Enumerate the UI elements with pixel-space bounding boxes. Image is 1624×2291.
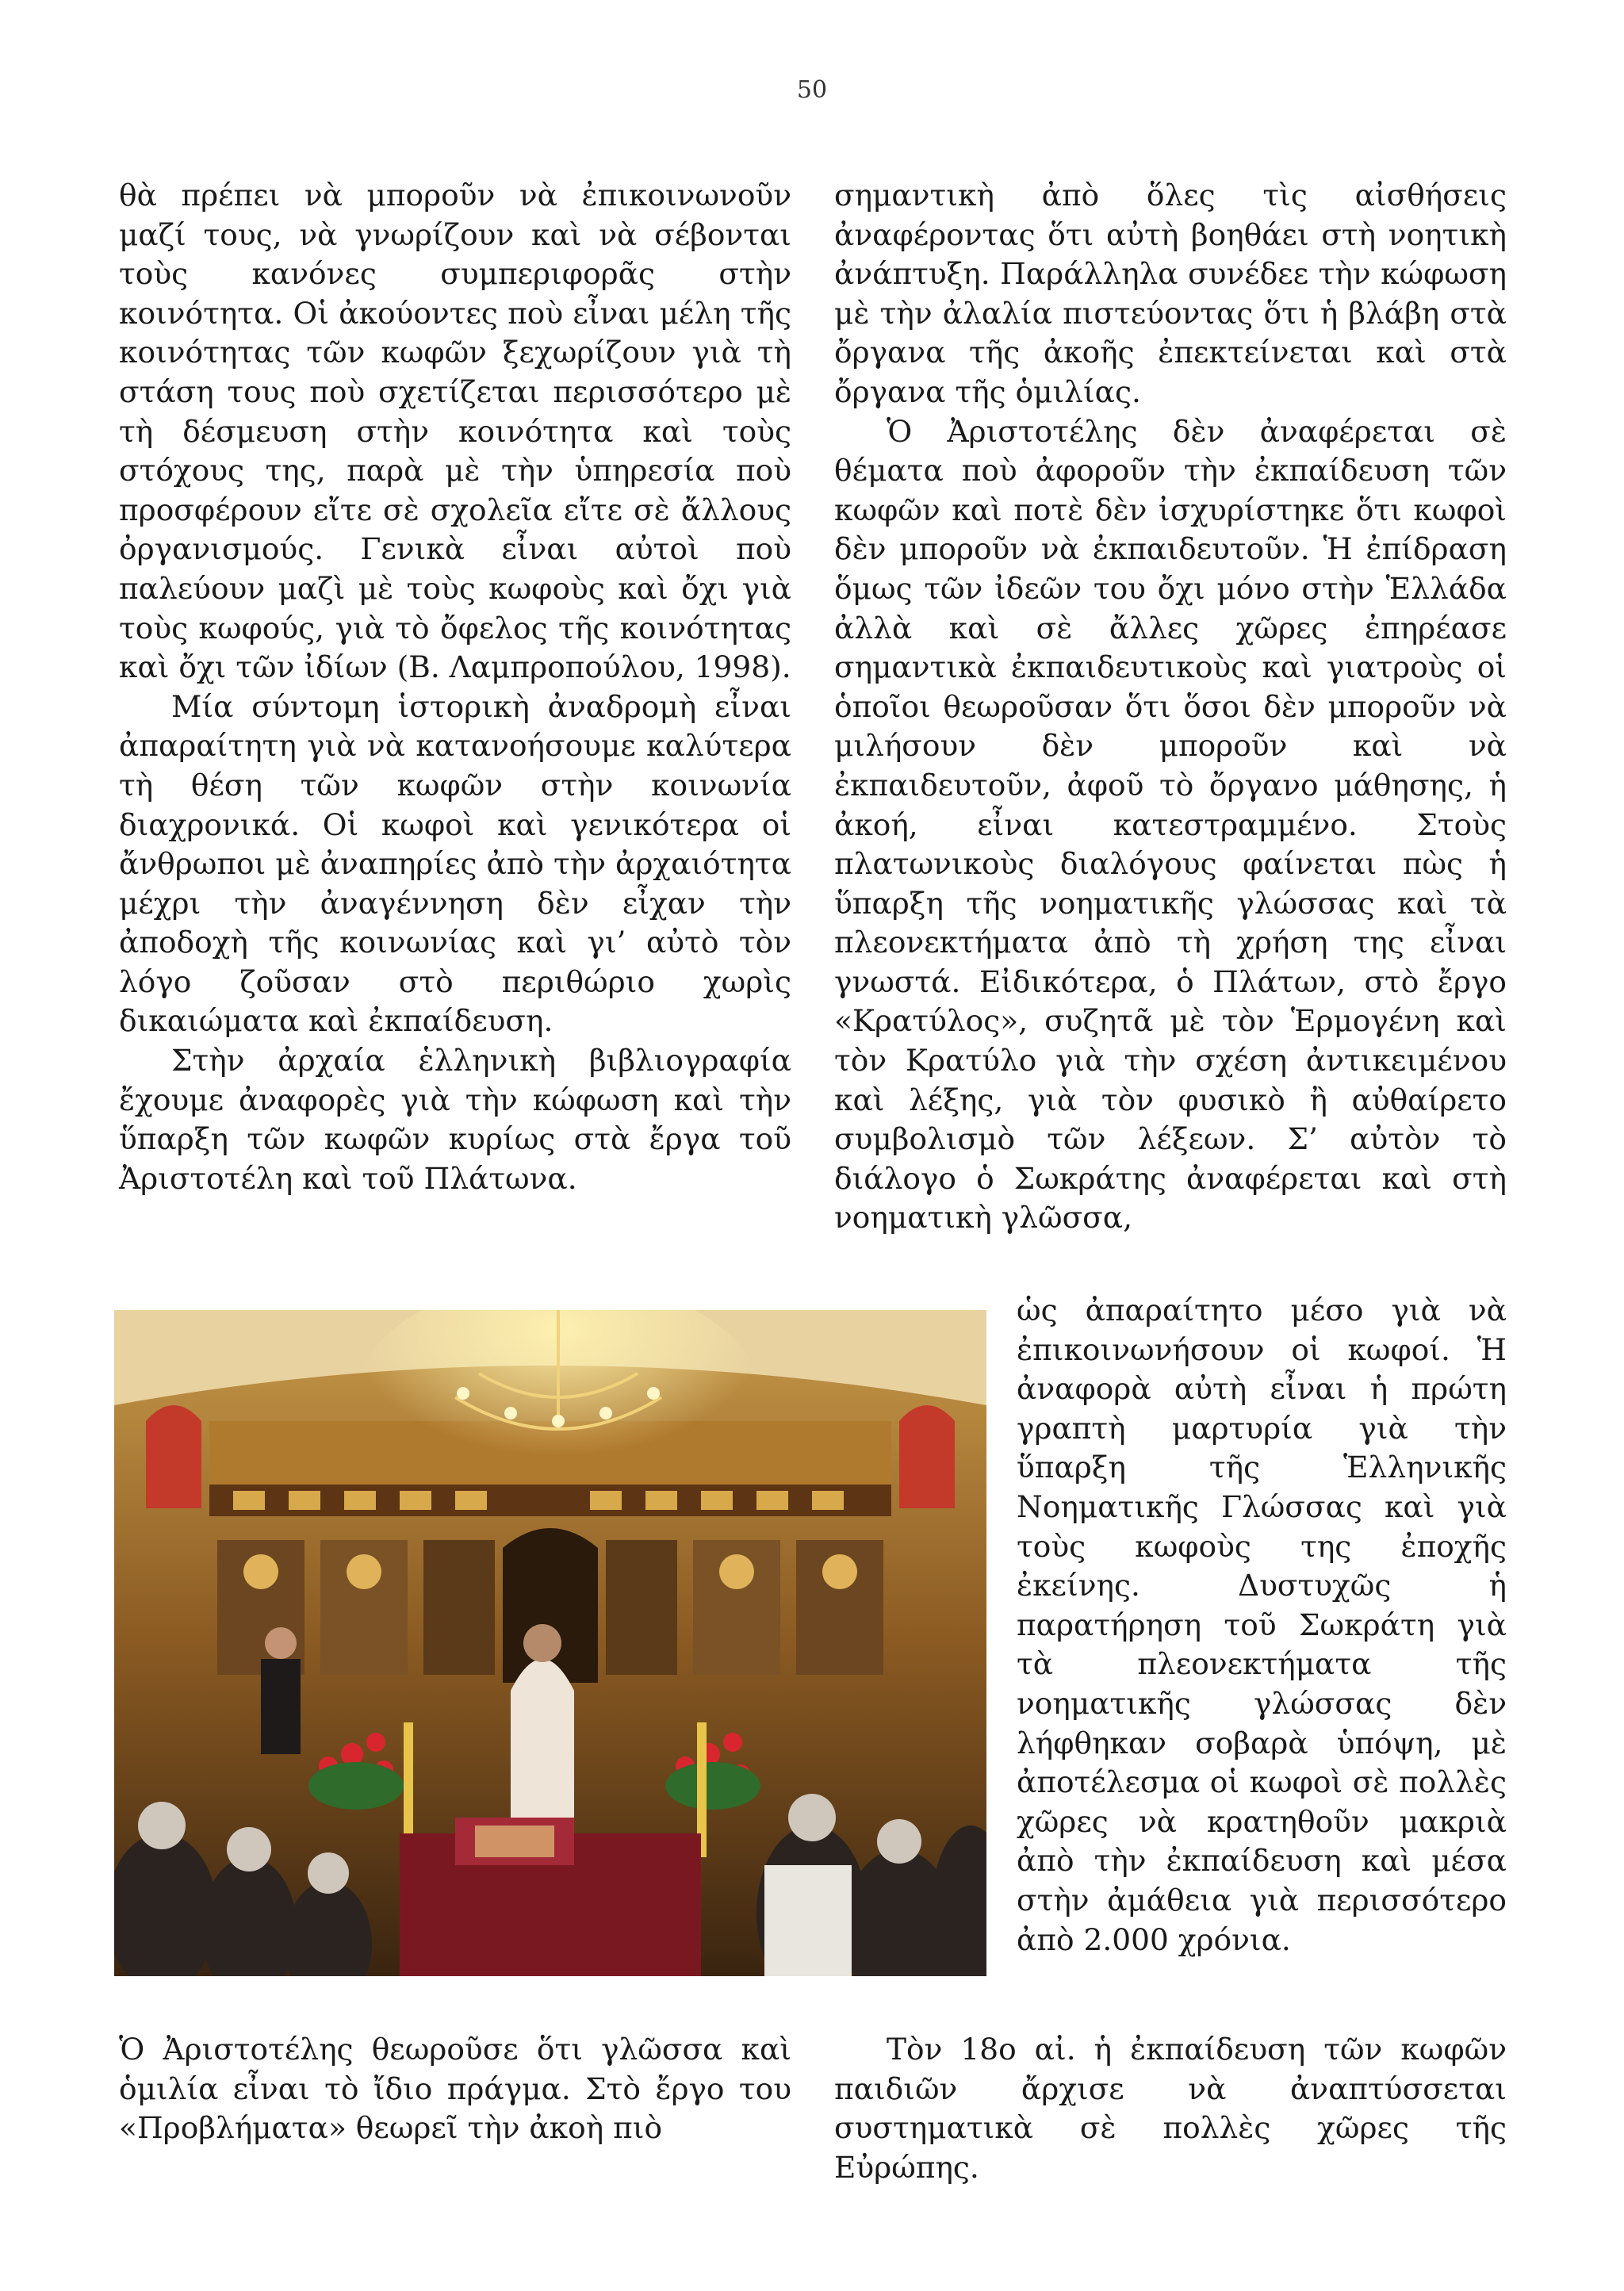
paragraph: θὰ πρέπει νὰ μποροῦν νὰ ἐπικοινωνοῦν μαζί τους, νὰ γνωρίζουν καὶ νὰ σέβονται τοὺς κανόνες συμπεριφορᾶς στὴν κοινότητα. Οἱ ἀκούοντες ποὺ εἶναι μέλη τῆς κοινότητας τῶν κωφῶν ξεχωρίζουν γιὰ τὴ στάση τους ποὺ σχετίζεται περισσότερο μὲ τὴ δέσμευση στὴν κοινότητα καὶ τοὺς στόχους της, παρὰ μὲ τὴν ὑπηρεσία ποὺ προσφέρουν εἴτε σὲ σχολεῖα εἴτε σὲ ἄλλους ὀργανισμούς. Γενικὰ εἶναι αὐτοὶ ποὺ παλεύουν μαζὶ μὲ τοὺς κωφοὺς καὶ ὄχι γιὰ τοὺς κωφούς, γιὰ τὸ ὄφελος τῆς κοινότητας καὶ ὄχι τῶν ἰδίων (Β. Λαμπροπούλου, 1998). — [119, 178, 791, 685]
right-column-bottom — [834, 2030, 1507, 2187]
paragraph: Ὁ Ἀριστοτέλης δὲν ἀναφέρεται σὲ θέματα ποὺ ἀφοροῦν τὴν ἐκπαίδευση τῶν κωφῶν καὶ ποτὲ δὲν ἰσχυρίστηκε ὅτι κωφοὶ δὲν μποροῦν νὰ ἐκπαιδευτοῦν. Ἡ ἐπίδραση ὅμως τῶν ἰδεῶν του ὄχι μόνο στὴν Ἑλλάδα ἀλλὰ καὶ σὲ ἄλλες χῶρες ἐπηρέασε σημαντικὰ ἐκπαιδευτικοὺς καὶ γιατροὺς οἱ ὁποῖοι θεωροῦσαν ὅτι ὅσοι δὲν μποροῦν νὰ μιλήσουν δὲν μποροῦν καὶ νὰ ἐκπαιδευτοῦν, ἀφοῦ τὸ ὄργανο μάθησης, ἡ ἀκοή, εἶναι κατεστραμμένο. Στοὺς πλατωνικοὺς διαλόγους φαίνεται πὼς ἡ ὕπαρξη τῆς νοηματικῆς γλώσσας καὶ τὰ πλεονεκτήματα ἀπὸ τὴ χρήση της εἶναι γνωστά. Εἰδικότερα, ὁ Πλάτων, στὸ ἔργο «Κρατύλος», συζητᾶ μὲ τὸν Ἑρμογένη καὶ τὸν Κρατύλο γιὰ τὴν σχέση ἀντικειμένου καὶ λέξης, γιὰ τὸν φυσικὸ ἢ αὐθαίρετο συμβολισμὸ τῶν λέξεων. Σ’ αὐτὸν τὸ διάλογο ὁ Σωκράτης ἀναφέρεται καὶ στὴ νοηματικὴ γλῶσσα, — [834, 413, 1507, 1236]
paragraph: Μία σύντομη ἱστορικὴ ἀναδρομὴ εἶναι ἀπαραίτητη γιὰ νὰ κατανοήσουμε καλύτερα τὴ θέση τῶν κωφῶν στὴν κοινωνία διαχρονικά. Οἱ κωφοὶ καὶ γενικότερα οἱ ἄνθρωποι μὲ ἀναπηρίες ἀπὸ τὴν ἀρχαιότητα μέχρι τὴν ἀναγέννηση δὲν εἶχαν τὴν ἀποδοχὴ τῆς κοινωνίας καὶ γι’ αὐτὸ τὸν λόγο ζοῦσαν στὸ περιθώριο χωρὶς δικαιώματα καὶ ἐκπαίδευση. — [119, 688, 791, 1039]
left-column-top — [119, 176, 791, 1198]
paragraph: Ὁ Ἀριστοτέλης θεωροῦσε ὅτι γλῶσσα καὶ ὁμιλία εἶναι τὸ ἴδιο πράγμα. Στὸ ἔργο του «Προβλήματα» θεωρεῖ τὴν ἀκοὴ πιὸ — [119, 2032, 791, 2146]
right-column-wrap-text — [1017, 1291, 1507, 1960]
paragraph: ὡς ἀπαραίτητο μέσο γιὰ νὰ ἐπικοινωνήσουν οἱ κωφοί. Ἡ ἀναφορὰ αὐτὴ εἶναι ἡ πρώτη γραπτὴ μαρτυρία γιὰ τὴν ὕπαρξη τῆς Ἑλληνικῆς Νοηματικῆς Γλώσσας καὶ γιὰ τοὺς κωφοὺς της ἐποχῆς ἐκείνης. Δυστυχῶς ἡ παρατήρηση τοῦ Σωκράτη γιὰ τὰ πλεονεκτήματα τῆς νοηματικῆς γλώσσας δὲν λήφθηκαν σοβαρὰ ὑπόψη, μὲ ἀποτέλεσμα οἱ κωφοὶ σὲ πολλὲς χῶρες νὰ κρατηθοῦν μακριὰ ἀπὸ τὴν ἐκπαίδευση καὶ μέσα στὴν ἀμάθεια γιὰ περισσότερο ἀπὸ 2.000 χρόνια. — [1017, 1293, 1507, 1957]
church-interior-photo — [114, 1310, 986, 1976]
right-column-top — [834, 176, 1507, 1238]
paragraph: Τὸν 18ο αἰ. ἡ ἐκπαίδευση τῶν κωφῶν παιδιῶν ἄρχισε νὰ ἀναπτύσσεται συστηματικὰ σὲ πολλὲς χῶρες τῆς Εὐρώπης. — [834, 2032, 1507, 2185]
photo-illustration — [114, 1310, 986, 1976]
page-number: 50 — [796, 76, 828, 104]
paragraph: Στὴν ἀρχαία ἑλληνικὴ βιβλιογραφία ἔχουμε ἀναφορὲς γιὰ τὴν κώφωση καὶ τὴν ὕπαρξη τῶν κωφῶν κυρίως στὰ ἔργα τοῦ Ἀριστοτέλη καὶ τοῦ Πλάτωνα. — [119, 1043, 791, 1196]
paragraph: σημαντικὴ ἀπὸ ὅλες τὶς αἰσθήσεις ἀναφέροντας ὅτι αὐτὴ βοηθάει στὴ νοητικὴ ἀνάπτυξη. Παράλληλα συνέδεε τὴν κώφωση μὲ τὴν ἀλαλία πιστεύοντας ὅτι ἡ βλάβη στὰ ὄργανα τῆς ἀκοῆς ἐπεκτείνεται καὶ στὰ ὄργανα τῆς ὁμιλίας. — [834, 178, 1507, 409]
left-column-bottom — [119, 2030, 791, 2148]
